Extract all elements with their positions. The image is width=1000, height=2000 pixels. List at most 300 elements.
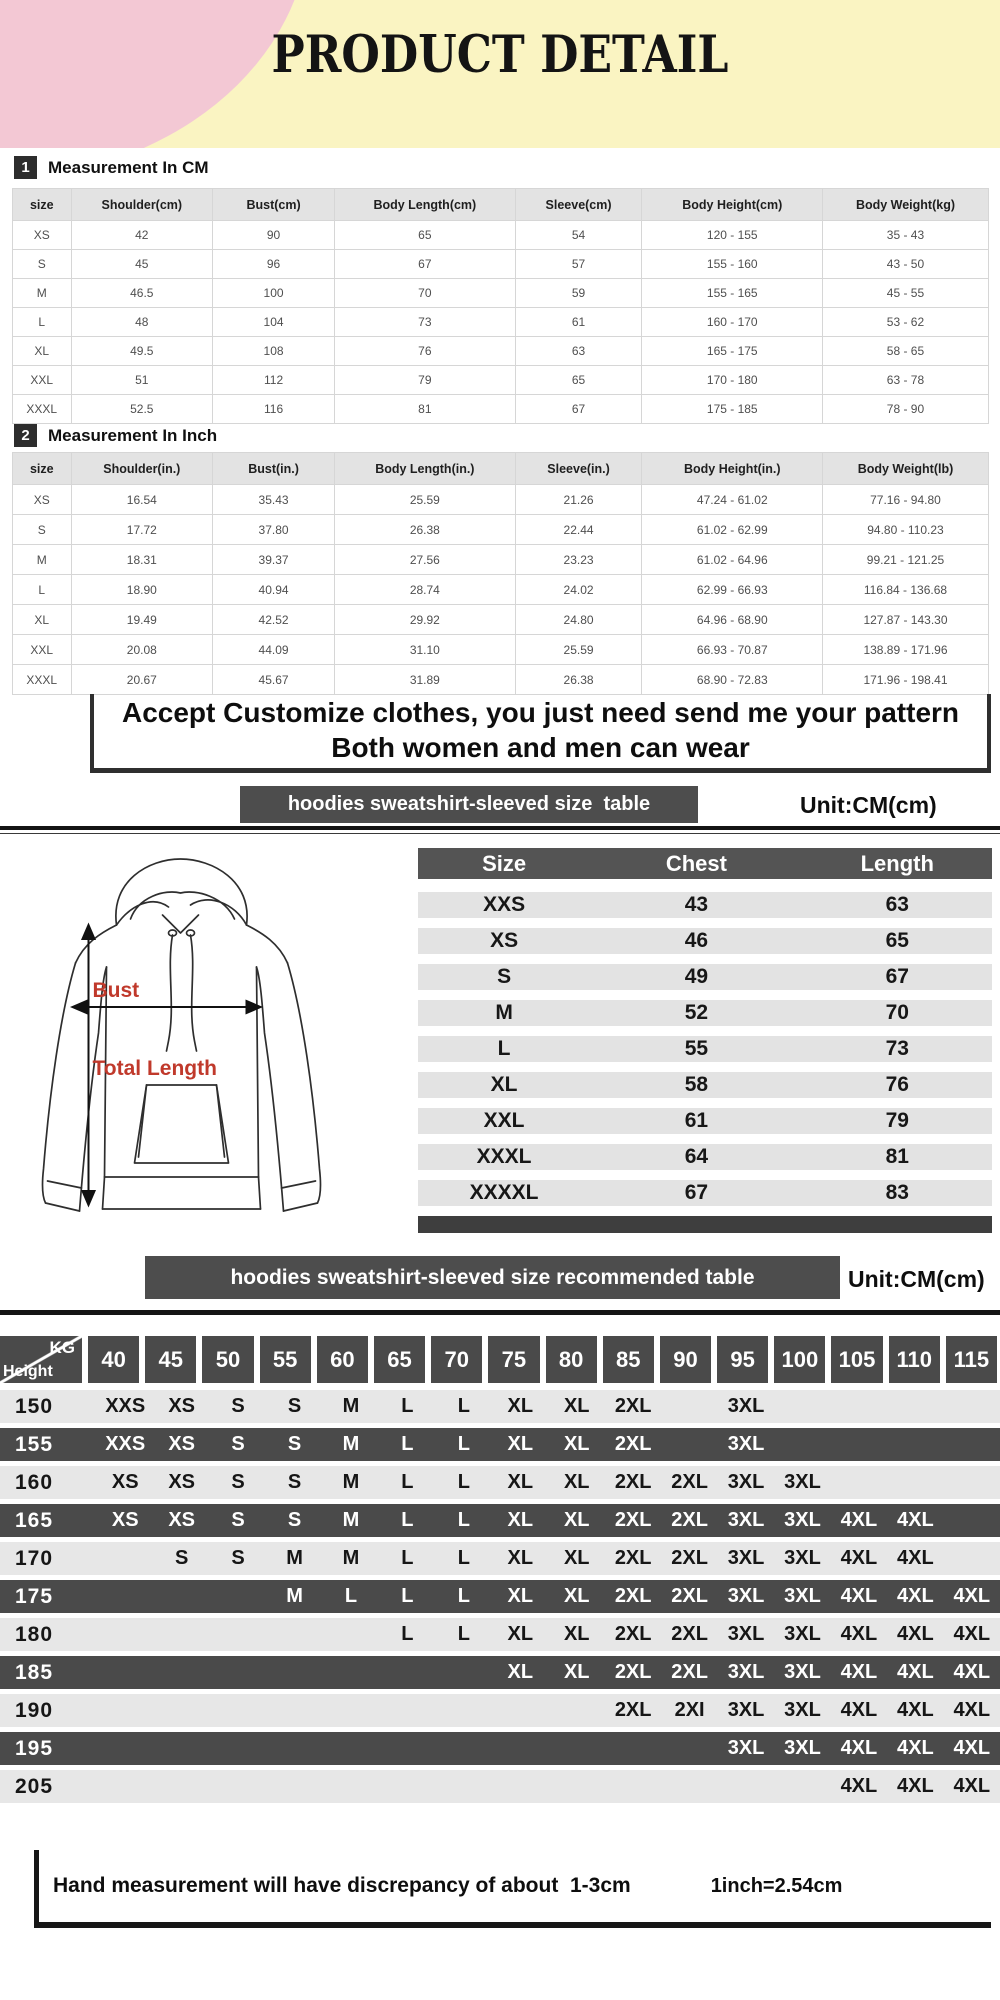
table-cell: 2XL [614, 1661, 652, 1683]
table-cell: 160 - 170 [642, 308, 823, 337]
row-label: 175 [15, 1584, 54, 1608]
size-table-end-bar [418, 1216, 992, 1233]
table-cell: 3XL [784, 1547, 821, 1569]
column-header: Body Length(cm) [335, 189, 516, 221]
column-header: Body Weight(kg) [823, 189, 989, 221]
table-row [13, 221, 989, 250]
table-cell: 63 [885, 893, 909, 916]
table-cell: 2XL [614, 1509, 652, 1531]
table-cell: M [286, 1585, 303, 1607]
table-cell: M [342, 1395, 360, 1417]
table-cell: 62.99 - 66.93 [642, 575, 823, 605]
table-cell: 2XL [671, 1585, 708, 1607]
row-label: 150 [15, 1394, 54, 1418]
table-cell: M [342, 1547, 360, 1569]
table-row [0, 1732, 1000, 1765]
table-cell: 175 - 185 [642, 395, 823, 424]
table-cell: XL [507, 1547, 534, 1569]
table-cell: 35.43 [213, 485, 335, 515]
matrix-body [0, 1390, 1000, 1803]
table-cell: S [287, 1509, 302, 1531]
table-cell: XXXL [13, 395, 72, 424]
table-cell: S [287, 1471, 302, 1493]
discrepancy-note: Hand measurement will have discrepancy of about 1-3cm [53, 1874, 631, 1897]
divider-line-2 [0, 1310, 1000, 1315]
table-cell: XL [507, 1585, 534, 1607]
table-cell: XXS [105, 1395, 146, 1417]
table-cell: 18.90 [72, 575, 214, 605]
table-cell: 27.56 [335, 545, 516, 575]
weight-column-headers [85, 1336, 1000, 1383]
table-cell: 22.44 [516, 515, 643, 545]
table-cell: L [401, 1471, 414, 1493]
table-cell: 155 - 165 [642, 279, 823, 308]
table-row [0, 1542, 1000, 1575]
table-cell: 2XL [614, 1623, 652, 1645]
table-row [0, 1428, 1000, 1461]
hoodie-outline-drawing [10, 845, 355, 1245]
table-cell: L [401, 1395, 414, 1417]
table-cell: XL [563, 1661, 590, 1683]
table-cell: 65 [885, 929, 909, 952]
table-cell: 42 [72, 221, 214, 250]
table-cell: 26.38 [516, 665, 643, 695]
table-cell: XS [168, 1433, 195, 1455]
table-cell: 79 [885, 1109, 909, 1132]
table-cell: XL [13, 605, 72, 635]
table-cell: 4XL [897, 1699, 934, 1721]
page-header [0, 0, 1000, 148]
table-cell: 61.02 - 64.96 [642, 545, 823, 575]
table-row [0, 1390, 1000, 1423]
table-cell: 65 [516, 366, 643, 395]
table-cell: S [497, 965, 512, 988]
table-cell: 61.02 - 62.99 [642, 515, 823, 545]
table-cell: 26.38 [335, 515, 516, 545]
row-label: 165 [15, 1508, 54, 1532]
table-cell: 116.84 - 136.68 [823, 575, 989, 605]
table-cell: XL [507, 1509, 534, 1531]
table-cell: 65 [335, 221, 516, 250]
table-cell: 48 [72, 308, 214, 337]
table-cell: 3XL [727, 1737, 765, 1759]
row-label: 190 [15, 1698, 54, 1722]
table-cell: XXXL [13, 665, 72, 695]
table-cell: XXL [483, 1109, 525, 1132]
column-header: 95 [717, 1336, 768, 1383]
size-table-banner: hoodies sweatshirt-sleeved size table [240, 786, 698, 823]
column-header: 50 [202, 1336, 253, 1383]
table-cell: 67 [516, 395, 643, 424]
table-cell: 79 [335, 366, 516, 395]
table-cell: S [231, 1509, 245, 1531]
table-cell: 116 [213, 395, 335, 424]
column-header: Sleeve(in.) [516, 453, 643, 485]
table-cell: 45 - 55 [823, 279, 989, 308]
column-header: 85 [603, 1336, 654, 1383]
table-cell: L [401, 1547, 414, 1569]
table-cell: 3XL [727, 1623, 765, 1645]
table-cell: L [344, 1585, 358, 1607]
table-row [13, 575, 989, 605]
table-row [13, 635, 989, 665]
column-header: Bust(in.) [213, 453, 335, 485]
section-1-title: Measurement In CM [48, 157, 209, 177]
table-cell: 3XL [727, 1547, 765, 1569]
table-cell: 19.49 [72, 605, 214, 635]
inch-table-body [13, 485, 989, 695]
table-cell: 81 [335, 395, 516, 424]
column-header: Size [482, 850, 527, 876]
table-cell: 67 [885, 965, 909, 988]
table-cell: 171.96 - 198.41 [823, 665, 989, 695]
column-header: Length [860, 850, 934, 876]
table-cell: 18.31 [72, 545, 214, 575]
cm-table-header-row [13, 189, 989, 221]
table-cell: 51 [72, 366, 214, 395]
table-row [0, 1694, 1000, 1727]
section-inch-label [14, 424, 217, 447]
table-row [13, 545, 989, 575]
column-header: 40 [88, 1336, 139, 1383]
table-cell: 4XL [897, 1775, 934, 1797]
column-header: 45 [145, 1336, 196, 1383]
table-cell: XS [490, 929, 519, 952]
table-cell: 20.08 [72, 635, 214, 665]
section-cm-label [14, 156, 209, 179]
inch-conversion-note: 1inch=2.54cm [710, 1874, 843, 1897]
table-cell: XL [507, 1471, 534, 1493]
table-cell: M [495, 1001, 513, 1024]
column-header: 110 [889, 1336, 940, 1383]
table-cell: 63 - 78 [823, 366, 989, 395]
table-cell: S [231, 1547, 245, 1569]
table-cell: 4XL [953, 1737, 991, 1759]
table-cell: 29.92 [335, 605, 516, 635]
kg-label: KG [49, 1338, 75, 1357]
table-cell: L [401, 1585, 414, 1607]
table-row [13, 337, 989, 366]
table-cell: XL [507, 1623, 534, 1645]
table-cell: S [287, 1395, 302, 1417]
size-recommendation-matrix [0, 1336, 1000, 1808]
table-cell: S [231, 1471, 245, 1493]
row-label: 185 [15, 1660, 54, 1684]
table-cell: XL [563, 1509, 590, 1531]
measurement-cm-table [12, 188, 989, 424]
table-cell: 155 - 160 [642, 250, 823, 279]
table-row [13, 395, 989, 424]
table-cell: 68.90 - 72.83 [642, 665, 823, 695]
table-cell: XL [13, 337, 72, 366]
table-row [13, 515, 989, 545]
recommended-table-unit: Unit:CM(cm) [848, 1266, 985, 1292]
section-2-title: Measurement In Inch [48, 425, 218, 445]
customize-note [90, 694, 991, 773]
table-cell: S [287, 1433, 302, 1455]
table-row [13, 308, 989, 337]
column-header: Body Weight(lb) [823, 453, 989, 485]
table-row [418, 1036, 992, 1062]
table-cell: XL [507, 1433, 534, 1455]
table-cell: 2XL [671, 1661, 708, 1683]
table-cell: 4XL [840, 1775, 878, 1797]
table-cell: 3XL [784, 1585, 821, 1607]
table-cell: 53 - 62 [823, 308, 989, 337]
table-row [13, 279, 989, 308]
column-header: 55 [260, 1336, 311, 1383]
table-cell: 70 [335, 279, 516, 308]
table-cell: L [401, 1433, 414, 1455]
table-cell: 73 [885, 1037, 909, 1060]
table-cell: 61 [516, 308, 643, 337]
table-cell: 70 [885, 1001, 909, 1024]
table-cell: L [457, 1433, 470, 1455]
table-cell: M [342, 1509, 360, 1531]
table-cell: L [401, 1509, 414, 1531]
table-cell: 94.80 - 110.23 [823, 515, 989, 545]
table-cell: 55 [684, 1037, 709, 1060]
table-cell: 63 [516, 337, 643, 366]
table-cell: 31.10 [335, 635, 516, 665]
table-cell: S [231, 1395, 245, 1417]
customize-note-line2: Both women and men can wear [331, 732, 750, 763]
table-cell: 2XL [614, 1547, 652, 1569]
recommended-table-banner: hoodies sweatshirt-sleeved size recommended table [145, 1256, 840, 1299]
table-cell: 3XL [727, 1471, 765, 1493]
column-header: 60 [317, 1336, 368, 1383]
table-cell: 61 [684, 1109, 709, 1132]
table-cell: XL [563, 1471, 590, 1493]
table-cell: 2XL [614, 1585, 652, 1607]
table-cell: M [342, 1471, 360, 1493]
table-cell: 138.89 - 171.96 [823, 635, 989, 665]
table-cell: S [13, 515, 72, 545]
table-cell: 3XL [784, 1509, 821, 1531]
table-cell: 99.21 - 121.25 [823, 545, 989, 575]
section-1-badge: 1 [14, 156, 37, 179]
table-cell: 4XL [840, 1623, 878, 1645]
table-cell: XS [111, 1471, 139, 1493]
table-cell: XS [111, 1509, 139, 1531]
table-cell: L [457, 1623, 470, 1645]
table-cell: 24.80 [516, 605, 643, 635]
table-cell: 90 [213, 221, 335, 250]
column-header: 65 [374, 1336, 425, 1383]
table-row [418, 1108, 992, 1134]
matrix-header-row [0, 1336, 1000, 1383]
table-row [0, 1770, 1000, 1803]
table-cell: 20.67 [72, 665, 214, 695]
table-cell: 77.16 - 94.80 [823, 485, 989, 515]
table-cell: 67 [684, 1181, 709, 1204]
table-cell: L [401, 1623, 414, 1645]
table-cell: 2XL [671, 1547, 708, 1569]
table-cell: 4XL [840, 1547, 878, 1569]
table-cell: 43 - 50 [823, 250, 989, 279]
table-cell: 45 [72, 250, 214, 279]
table-cell: 40.94 [213, 575, 335, 605]
table-cell: XL [563, 1547, 590, 1569]
table-cell: L [457, 1585, 470, 1607]
row-label: 170 [15, 1546, 54, 1570]
table-cell: 37.80 [213, 515, 335, 545]
table-cell: M [286, 1547, 303, 1569]
column-header: 75 [488, 1336, 539, 1383]
table-cell: XXS [483, 893, 526, 916]
table-row [13, 250, 989, 279]
table-cell: 4XL [953, 1585, 991, 1607]
table-row [418, 1000, 992, 1026]
table-cell: 3XL [727, 1395, 765, 1417]
table-cell: L [457, 1509, 470, 1531]
table-cell: 23.23 [516, 545, 643, 575]
table-cell: 83 [885, 1181, 909, 1204]
row-label: 155 [15, 1432, 54, 1456]
size-table-body [418, 892, 992, 1206]
table-cell: 4XL [840, 1585, 878, 1607]
table-cell: S [13, 250, 72, 279]
table-cell: XL [563, 1395, 590, 1417]
row-label: 195 [15, 1736, 54, 1760]
table-cell: 42.52 [213, 605, 335, 635]
table-row [418, 1072, 992, 1098]
column-header: Sleeve(cm) [516, 189, 643, 221]
table-cell: L [13, 575, 72, 605]
table-cell: 76 [885, 1073, 909, 1096]
table-cell: 73 [335, 308, 516, 337]
table-row [418, 1180, 992, 1206]
table-cell: 3XL [727, 1585, 765, 1607]
table-cell: XL [563, 1623, 590, 1645]
table-cell: 46.5 [72, 279, 214, 308]
column-header: Shoulder(in.) [72, 453, 214, 485]
hoodie-measurement-diagram [10, 845, 355, 1245]
table-cell: 31.89 [335, 665, 516, 695]
table-cell: XS [13, 221, 72, 250]
table-cell: 4XL [897, 1547, 934, 1569]
table-cell: 58 [684, 1073, 709, 1096]
table-cell: 4XL [953, 1661, 991, 1683]
measurement-inch-table [12, 452, 989, 695]
section-2-badge: 2 [14, 424, 37, 447]
table-cell: 3XL [727, 1661, 765, 1683]
page-title: PRODUCT DETAIL [271, 24, 729, 85]
table-cell: 96 [213, 250, 335, 279]
table-cell: 3XL [784, 1699, 821, 1721]
table-cell: 2XL [614, 1395, 652, 1417]
table-cell: 4XL [840, 1699, 878, 1721]
table-cell: 46 [684, 929, 709, 952]
table-cell: 2XL [671, 1623, 708, 1645]
total-length-label: Total Length [92, 1057, 217, 1080]
size-table-unit: Unit:CM(cm) [800, 792, 937, 818]
table-cell: 76 [335, 337, 516, 366]
table-cell: 35 - 43 [823, 221, 989, 250]
column-header: Bust(cm) [213, 189, 335, 221]
height-label: Height [3, 1363, 53, 1380]
row-label: 180 [15, 1622, 54, 1646]
table-cell: 3XL [784, 1737, 821, 1759]
table-cell: 4XL [953, 1699, 991, 1721]
size-table-header-row [418, 848, 992, 879]
table-row [0, 1580, 1000, 1613]
table-cell: 64 [684, 1145, 709, 1168]
table-cell: L [13, 308, 72, 337]
divider-line [0, 826, 1000, 830]
table-cell: 39.37 [213, 545, 335, 575]
table-cell: XL [563, 1585, 590, 1607]
column-header: size [13, 453, 72, 485]
column-header: Body Height(cm) [642, 189, 823, 221]
table-cell: 58 - 65 [823, 337, 989, 366]
table-cell: 57 [516, 250, 643, 279]
table-cell: 17.72 [72, 515, 214, 545]
table-row [418, 892, 992, 918]
column-header: Body Length(in.) [335, 453, 516, 485]
table-cell: XXXL [476, 1145, 532, 1168]
table-cell: M [13, 545, 72, 575]
table-cell: 165 - 175 [642, 337, 823, 366]
table-cell: XXXXL [469, 1181, 539, 1204]
table-cell: S [231, 1433, 245, 1455]
table-cell: 4XL [840, 1509, 878, 1531]
table-cell: 47.24 - 61.02 [642, 485, 823, 515]
table-cell: 4XL [897, 1585, 934, 1607]
table-row [13, 665, 989, 695]
table-cell: 67 [335, 250, 516, 279]
table-cell: 59 [516, 279, 643, 308]
table-cell: 24.02 [516, 575, 643, 605]
table-cell: 2XL [614, 1433, 652, 1455]
cm-table-body [13, 221, 989, 424]
table-cell: 21.26 [516, 485, 643, 515]
table-cell: S [174, 1547, 189, 1569]
table-cell: 3XL [727, 1509, 765, 1531]
table-cell: 4XL [953, 1623, 991, 1645]
table-cell: XXL [13, 635, 72, 665]
table-row [418, 964, 992, 990]
table-cell: 2XL [614, 1699, 652, 1721]
table-cell: XL [490, 1073, 518, 1096]
table-cell: 127.87 - 143.30 [823, 605, 989, 635]
table-cell: 4XL [840, 1661, 878, 1683]
table-cell: 52.5 [72, 395, 214, 424]
table-cell: 2XI [674, 1699, 705, 1721]
table-cell: 4XL [953, 1775, 991, 1797]
column-header: size [13, 189, 72, 221]
table-cell: 3XL [784, 1471, 821, 1493]
table-row [0, 1504, 1000, 1537]
table-cell: 3XL [727, 1699, 765, 1721]
table-cell: L [457, 1471, 470, 1493]
column-header: 70 [431, 1336, 482, 1383]
table-row [0, 1466, 1000, 1499]
table-cell: 112 [213, 366, 335, 395]
table-row [418, 928, 992, 954]
table-cell: XXL [13, 366, 72, 395]
table-cell: XXS [105, 1433, 146, 1455]
table-cell: 170 - 180 [642, 366, 823, 395]
table-row [418, 1144, 992, 1170]
table-cell: L [497, 1037, 511, 1060]
table-cell: 2XL [614, 1471, 652, 1493]
table-cell: M [13, 279, 72, 308]
table-cell: 100 [213, 279, 335, 308]
table-cell: 52 [684, 1001, 709, 1024]
table-cell: XL [507, 1395, 534, 1417]
table-row [13, 485, 989, 515]
